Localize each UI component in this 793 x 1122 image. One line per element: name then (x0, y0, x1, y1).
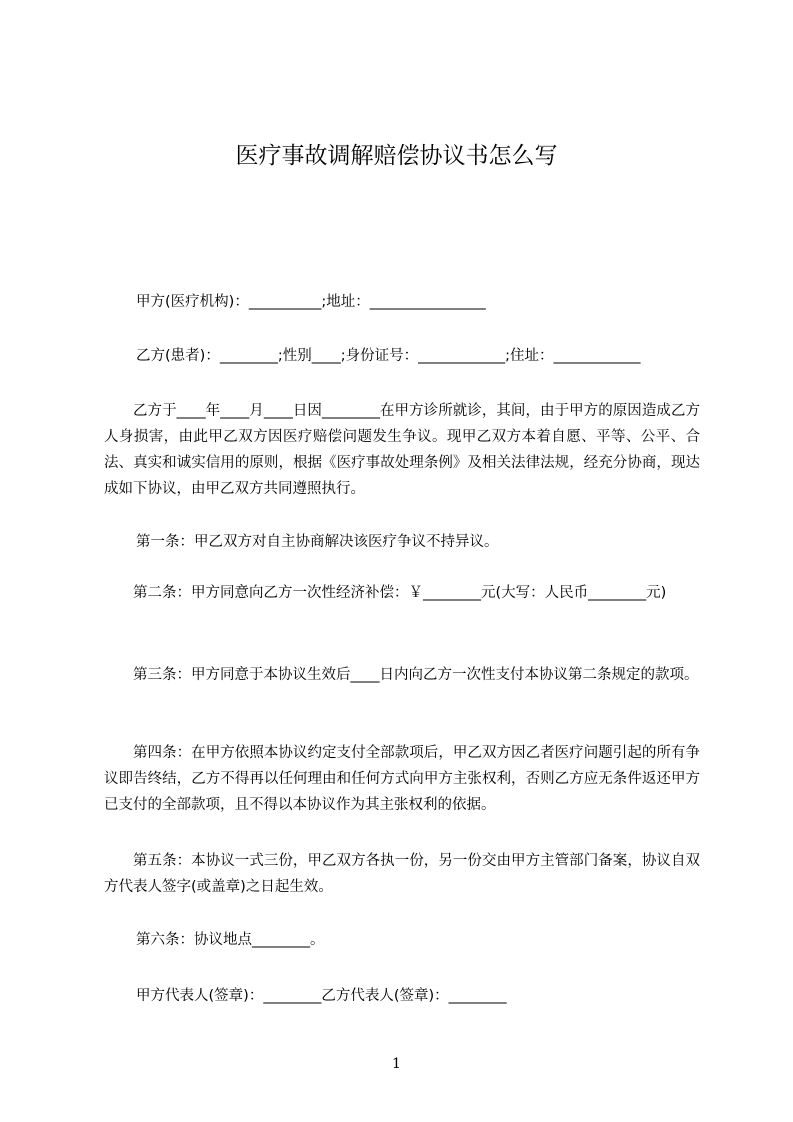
article-3: 第三条：甲方同意于本协议生效后____日内向乙方一次性支付本协议第二条规定的款项。 (133, 667, 699, 683)
signature-line: 甲方代表人(签章)：________乙方代表人(签章)：________ (136, 988, 507, 1004)
article-5: 第五条：本协议一式三份，甲乙双方各执一份，另一份交由甲方主管部门备案，协议自双方代表人签字(或盖章)之日起生效。 (104, 853, 700, 895)
article-2: 第二条：甲方同意向乙方一次性经济补偿：￥________元(大写：人民币________元) (133, 585, 667, 601)
intro-paragraph: 乙方于____年____月____日因________在甲方诊所就诊，其间，由于甲方的原因造成乙方人身损害，由此甲乙双方因医疗赔偿问题发生争议。现甲乙双方本着自愿、平等、公平、合法、真实和诚实信用的原则，根据《医疗事故处理条例》及相关法律法规，经充分协商，现达成如下协议，由甲乙双方共同遵照执行。 (104, 403, 700, 497)
document-title: 医疗事故调解赔偿协议书怎么写 (235, 143, 558, 169)
article-4: 第四条：在甲方依照本协议约定支付全部款项后，甲乙双方因乙者医疗问题引起的所有争议即告终结，乙方不得再以任何理由和任何方式向甲方主张权利，否则乙方应无条件返还甲方已支付的全部款项，且不得以本协议作为其主张权利的依据。 (104, 745, 700, 813)
article-1: 第一条：甲乙双方对自主协商解决该医疗争议不持异议。 (136, 534, 499, 550)
page-number: 1 (392, 1056, 401, 1072)
party-b-line: 乙方(患者)：________;性别____;身份证号：____________;住址：____________ (136, 348, 641, 364)
party-a-line: 甲方(医疗机构)：__________;地址：________________ (136, 294, 486, 310)
article-6: 第六条：协议地点________。 (136, 932, 325, 948)
